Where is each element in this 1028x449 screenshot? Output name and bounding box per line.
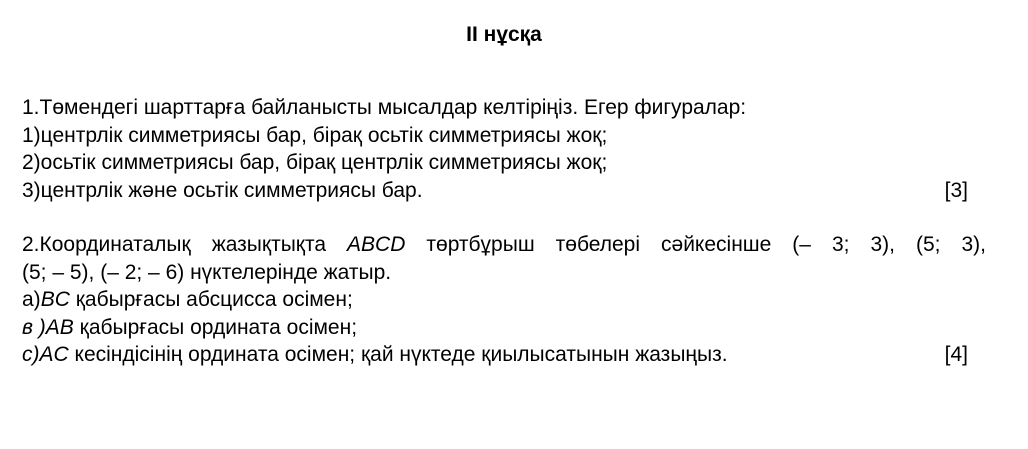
task-2-item-b-segment: AB — [45, 315, 74, 339]
task-2 — [22, 231, 986, 369]
task-2-score: [4] — [944, 343, 968, 366]
task-2-item-c-segment: AC — [39, 343, 69, 366]
task-1-score: [3] — [944, 178, 968, 202]
task-2-item-a-text: қабырғасы абсцисса осімен; — [69, 288, 353, 311]
task-1-item-3: 3)центрлік және осьтік симметриясы бар. — [22, 178, 423, 202]
task-1 — [22, 94, 986, 204]
task-2-item-b-text: қабырғасы ордината осімен; — [73, 315, 358, 339]
task-2-item-a-segment: BC — [40, 288, 70, 311]
task-2-item-b — [22, 314, 986, 342]
task-2-item-a — [22, 286, 986, 314]
task-2-item-b-label: в ) — [22, 315, 46, 339]
task-2-line-2: (5; – 5), (– 2; – 6) нүктелерінде жатыр. — [22, 260, 392, 284]
task-2-line-1 — [22, 231, 986, 259]
task-2-line-1-pre: 2.Координаталық жазықтықта — [22, 233, 348, 256]
task-2-item-c-label: с) — [22, 343, 40, 366]
variant-title: II нұсқа — [466, 23, 542, 46]
task-1-item-2: 2)осьтік симметриясы бар, бірақ центрлік симметриясы жоқ; — [22, 151, 608, 174]
task-2-item-c-text: кесіндісінің ордината осімен; қай нүктеде қиылысатынын жазыңыз. — [68, 343, 728, 366]
task-2-line-1-post: төртбұрыш төбелері сәйкесінше (– 3; 3), (5; 3), — [405, 233, 986, 256]
task-1-item-3-row — [22, 177, 986, 205]
task-2-item-c — [22, 341, 986, 369]
task-2-item-a-label: а) — [22, 288, 41, 311]
task-1-intro: 1.Төмендегі шарттарға байланысты мысалдар келтіріңіз. Егер фигуралар: — [22, 96, 747, 119]
task-1-item-1: 1)центрлік симметриясы бар, бірақ осьтік симметриясы жоқ; — [22, 123, 608, 147]
quadrilateral-name: ABCD — [347, 233, 406, 256]
